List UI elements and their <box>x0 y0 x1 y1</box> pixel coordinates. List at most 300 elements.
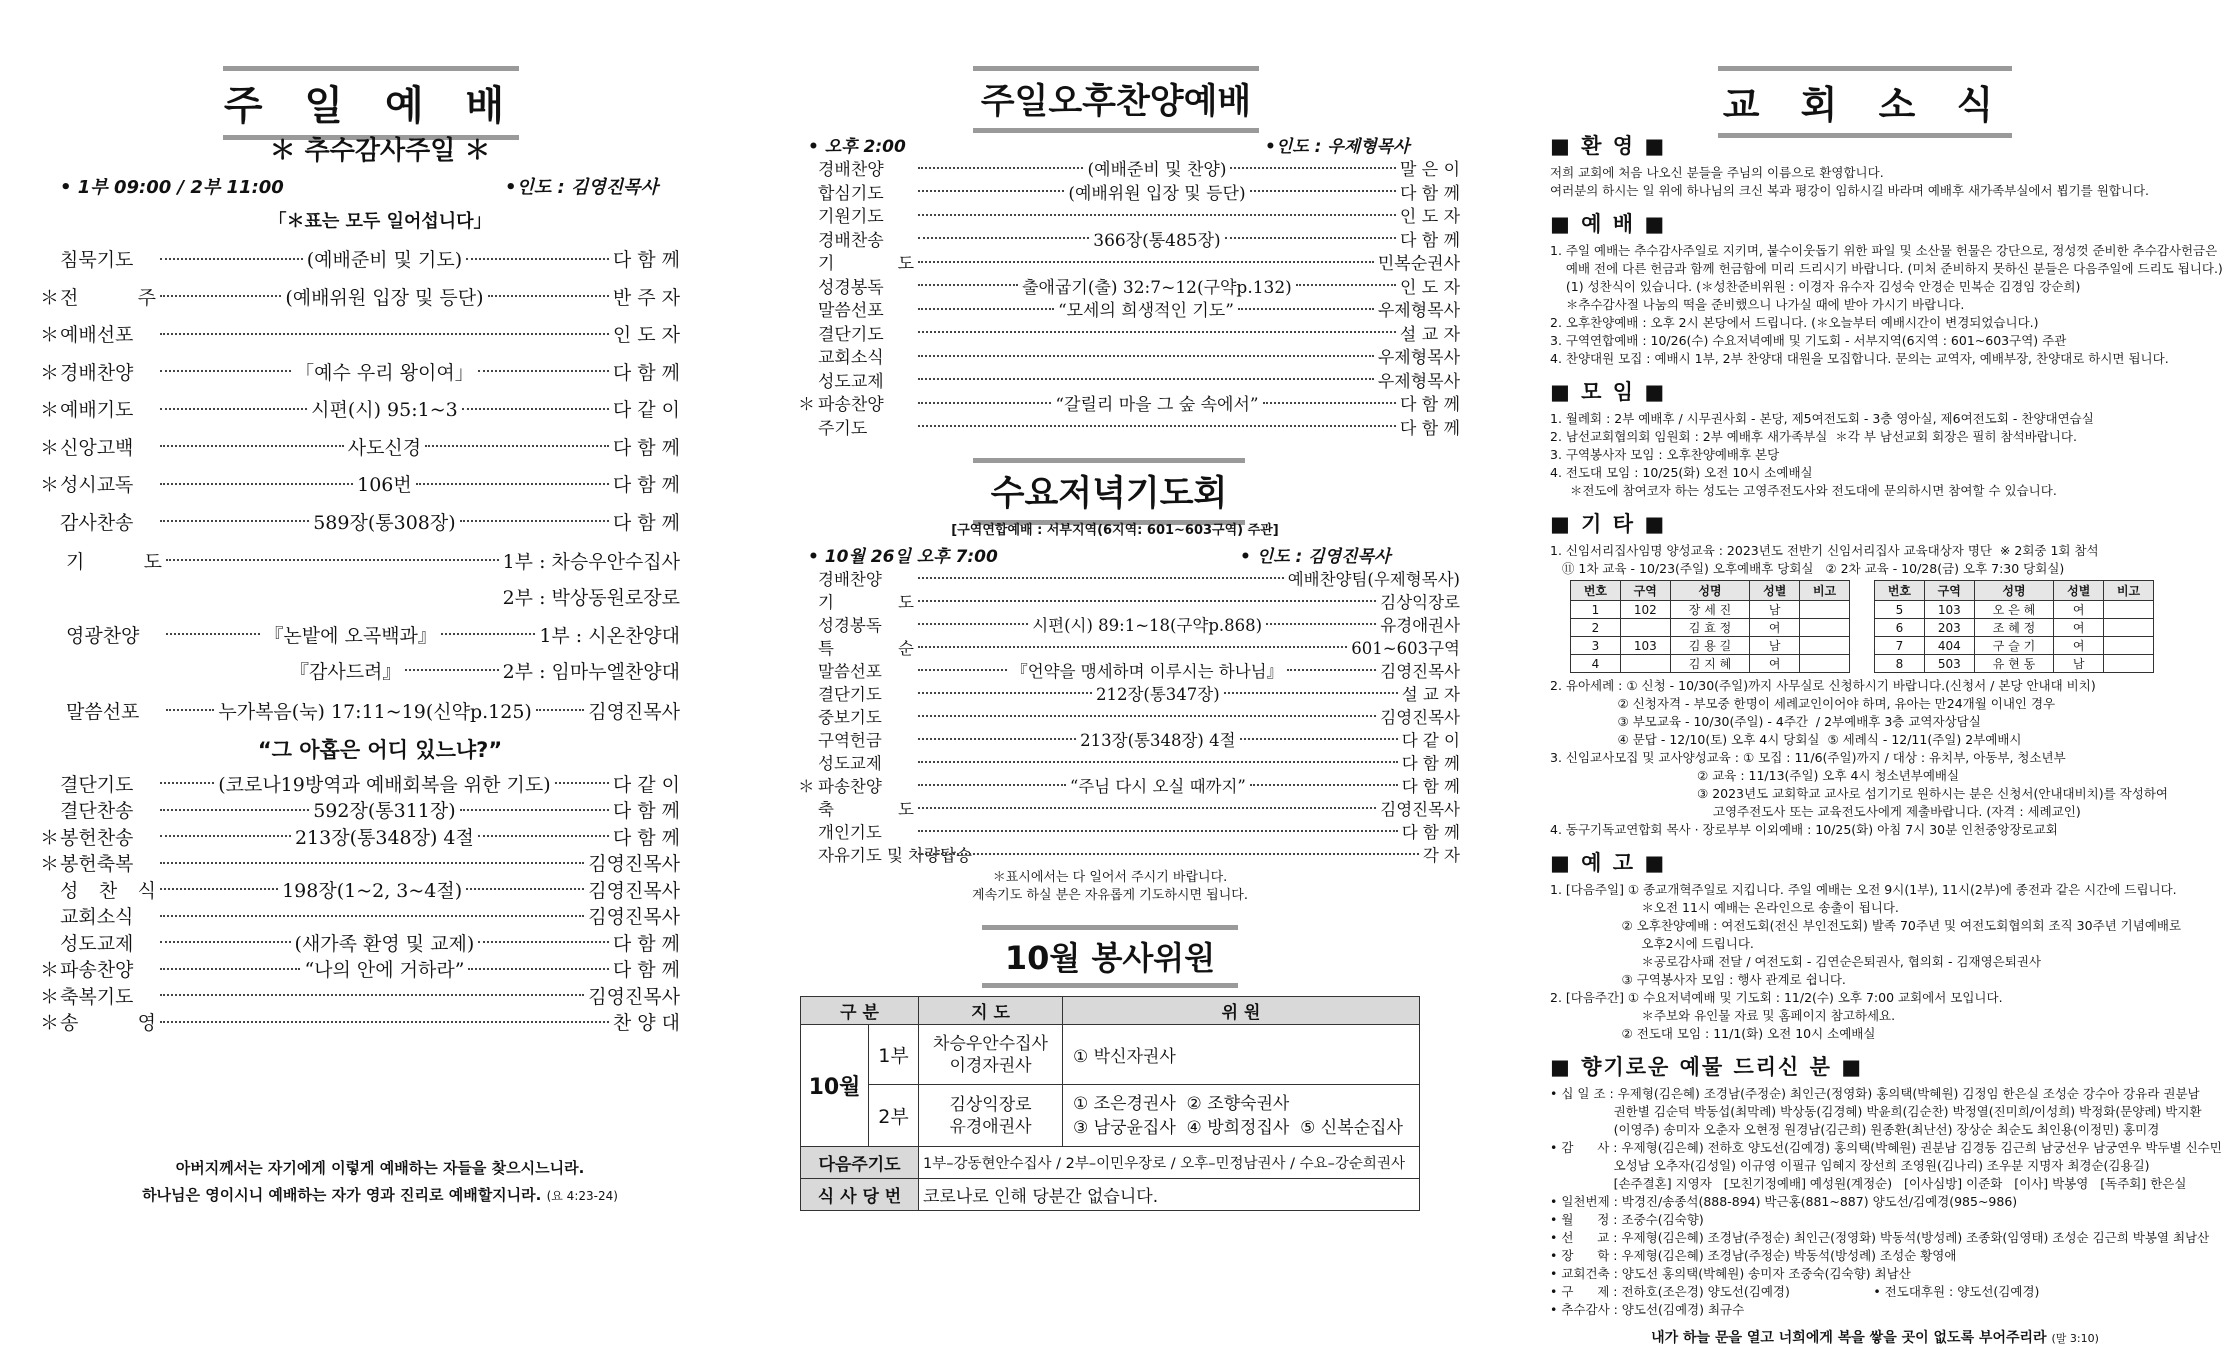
offering-line: [손주결혼] 지영자 [모친기정예배] 예성원(계정순) [이사심방] 이준화 [이사] 박봉영 [독주회] 한은실 <box>1550 1176 2187 1191</box>
order-item-detail: 『언약을 맹세하며 이루시는 하나님』 <box>1011 661 1284 681</box>
order-row <box>40 1009 680 1036</box>
worship-line: 2. 오후찬양예배 : 오후 2시 본당에서 드립니다. (＊오늘부터 예배시간이 변경되었습니다.) <box>1550 315 2039 330</box>
order-item-detail: 366장(통485장) <box>1093 230 1221 251</box>
trainee-row <box>1571 637 1850 655</box>
order-item-name: 성도교제 <box>818 753 882 773</box>
order-item-person: 각 자 <box>1422 845 1460 865</box>
etc-heading: ■ 기 타 ■ <box>1550 512 1667 536</box>
worship-line: 4. 찬양대원 모집 : 예배시 1부, 2부 찬양대 대원을 모집합니다. 문의는 교역자, 예배부장, 찬양대로 하시면 됩니다. <box>1550 351 2169 366</box>
trainee-header-cell: 성별 <box>2054 581 2104 601</box>
order-item-person: 다 같 이 <box>612 773 680 796</box>
order-item-name: 결단기도 <box>818 684 882 704</box>
offering-line: 권한별 김순덕 박동섭(최막례) 박상동(김경혜) 박윤희(김순찬) 박정열(진미희/이성희) 박정화(문양례) 박지환 <box>1550 1104 2202 1119</box>
vt-p1-members: ① 박신자권사 <box>1063 1025 1420 1085</box>
stand-mark: ＊ <box>40 324 60 347</box>
notice-line: ② 오후찬양예배 : 여전도회(전신 부인전도회) 발족 70주년 및 여전도회협의회 조직 30주년 기념예배로 <box>1550 918 2182 933</box>
order-item-name: 개인기도 <box>818 822 882 842</box>
order-item-name: 교회소식 <box>60 906 134 929</box>
order-row <box>798 612 1460 635</box>
notice-line: ＊주보와 유인물 자료 및 홈페이지 참고하세요. <box>1550 1008 1896 1023</box>
worship-line: 1. 주일 예배는 추수감사주일로 지키며, 붙수이웃돕기 위한 파일 및 소산물 헌물은 강단으로, 정성껏 준비한 추수감사헌금은 <box>1550 243 2218 258</box>
order-item-name: 파송찬양 <box>818 776 882 796</box>
order-item-person: 다 함 께 <box>1399 395 1461 416</box>
notice-heading: ■ 예 고 ■ <box>1550 851 1667 875</box>
meeting-line: 1. 월례회 : 2부 예배후 / 시무권사회 - 본당, 제5여전도회 - 3층 영아실, 제6여전도회 - 찬양대연습실 <box>1550 411 2094 426</box>
trainee-row <box>1875 619 2154 637</box>
order-row <box>40 956 680 983</box>
order-item-person: 우제형목사 <box>1377 301 1460 322</box>
praise-choir-1: 1부 : 시온찬양대 <box>539 624 681 647</box>
verse-ref: (요 4:23-24) <box>546 1189 618 1203</box>
order-item-name: 자유기도 및 차량탑승 <box>818 845 972 865</box>
order-row <box>798 635 1460 658</box>
afternoon-time: • 오후 2:00 <box>808 137 906 157</box>
offering-line: • 장 학 : 우제형(김은혜) 조경남(주정순) 박동석(방성례) 조성순 황영애 <box>1550 1248 1957 1263</box>
stand-mark: ＊ <box>40 1012 60 1035</box>
order-item-name: 성도교제 <box>818 371 884 392</box>
welcome-line: 여러분의 하시는 일 위에 하나님의 크신 복과 평강이 임하시길 바라며 예배후 새가족부실에서 뵙기를 원합니다. <box>1550 183 2150 198</box>
order-item-person: 우제형목사 <box>1377 371 1460 392</box>
verse-2: 하나님은 영이시니 예배하는 자가 영과 진리로 예배할지니라. <box>142 1186 542 1204</box>
stand-mark: ＊ <box>40 286 60 309</box>
order-item-person: 다 함 께 <box>1399 418 1460 439</box>
news-column <box>1525 0 2223 1346</box>
order-item-name: 주기도 <box>818 418 868 439</box>
trainee-cell: 8 <box>1875 655 1925 673</box>
order-item-name: 예배선포 <box>60 324 134 347</box>
order-item-person: 김상익장로 <box>1380 592 1460 612</box>
order-item-detail: 213장(통348장) 4절 <box>1080 730 1236 750</box>
trainee-cell: 6 <box>1875 619 1925 637</box>
vt-header-members: 위 원 <box>1063 997 1420 1025</box>
trainee-cell: 조 혜 정 <box>1974 619 2054 637</box>
order-item-person: 인 도 자 <box>1399 207 1460 228</box>
order-row <box>798 589 1460 612</box>
order-item-name: 성경봉독 <box>818 277 884 298</box>
order-item-name: 교회소식 <box>818 348 884 369</box>
order-row <box>798 321 1460 345</box>
order-item-name: 전 주 <box>60 286 156 309</box>
notice-line: 2. [다음주간] ① 수요저녁예배 및 기도회 : 11/2(수) 오후 7:00 교회에서 모입니다. <box>1550 990 2003 1005</box>
order-item-name: 결단기도 <box>60 773 134 796</box>
order-item-name: 성시교독 <box>60 474 134 497</box>
trainee-header-cell: 비고 <box>1800 581 1850 601</box>
sermon-row <box>40 692 680 728</box>
sunday-time: • 1부 09:00 / 2부 11:00 <box>60 177 284 198</box>
trainee-cell: 오 은 혜 <box>1974 601 2054 619</box>
order-item-person: 유경애권사 <box>1380 615 1461 635</box>
vt-p2-members-2: ③ 남궁윤집사 ④ 방희정집사 ⑤ 신복순집사 <box>1073 1117 1403 1138</box>
order-item-name: 기 도 <box>818 592 914 612</box>
closing-verse: 내가 하늘 문을 열고 너희에게 복을 쌓을 곳이 없도록 부어주리라 <box>1651 1330 2047 1346</box>
trainee-cell: 5 <box>1875 601 1925 619</box>
order-item-detail: (예배위원 입장 및 등단) <box>1068 183 1246 204</box>
order-row <box>40 465 680 503</box>
order-item-person: 김영진목사 <box>588 906 680 929</box>
order-item-person: 다 함 께 <box>1401 822 1460 842</box>
stand-mark: ＊ <box>40 361 60 384</box>
offering-line: • 교회건축 : 양도선 홍의택(박혜원) 송미자 조중숙(김숙향) 최남산 <box>1550 1266 1911 1281</box>
order-item-person: 다 함 께 <box>612 826 680 849</box>
prayer-2: 2부 : 박상동원로장로 <box>502 586 680 609</box>
order-item-name: 합심기도 <box>818 183 884 204</box>
trainee-cell: 남 <box>1750 637 1800 655</box>
order-item-name: 성 찬 식 <box>60 879 156 902</box>
order-item-detail: 592장(통311장) <box>313 800 456 823</box>
order-item-person: 김영진목사 <box>588 853 680 876</box>
order-row <box>798 727 1460 750</box>
trainee-table-right <box>1874 580 2154 673</box>
trainee-cell: 김 효 정 <box>1670 619 1750 637</box>
offering-line: • 일천번제 : 박경진/송종석(888-894) 박근홍(881~887) 양도선/김예경(985~986) <box>1550 1194 2018 1209</box>
vt-next-label: 다음주기도 <box>801 1147 919 1179</box>
stand-mark: ＊ <box>40 474 60 497</box>
trainee-cell: 남 <box>1750 601 1800 619</box>
order-row <box>798 566 1460 589</box>
welcome-line: 저희 교회에 처음 나오신 분들을 주님의 이름으로 환영합니다. <box>1550 165 1884 180</box>
order-item-detail: “갈릴리 마을 그 숲 속에서” <box>1055 395 1259 416</box>
etc-line: 1. 신임서리집사임명 양성교육 : 2023년도 전반기 신임서리집사 교육대상자 명단 ※ 2회중 1회 참석 <box>1550 543 2099 558</box>
order-item-detail: (새가족 환영 및 교제) <box>294 932 475 955</box>
meeting-line: 2. 남선교회협의회 임원회 : 2부 예배후 새가족부실 ＊각 부 남선교회 회장은 필히 참석바랍니다. <box>1550 429 2077 444</box>
order-item-name: 결단기도 <box>818 324 884 345</box>
order-row <box>798 773 1460 796</box>
order-item-person: 다 함 께 <box>1401 753 1460 773</box>
offering-heading: ■ 향기로운 예물 드리신 분 ■ <box>1550 1055 1864 1079</box>
trainee-cell: 장 세 진 <box>1670 601 1750 619</box>
order-item-person: 김영진목사 <box>1380 799 1460 819</box>
order-item-name: 성경봉독 <box>818 615 882 635</box>
vt-p2-members-1: ① 조은경권사 ② 조향숙권사 <box>1073 1093 1290 1114</box>
closing-ref: (말 3:10) <box>2051 1332 2099 1345</box>
etc-line: ③ 부모교육 - 10/30(주일) - 4주간 / 2부예배후 3층 교역자상담실 <box>1550 714 1981 729</box>
trainee-header-cell: 구역 <box>1924 581 1974 601</box>
trainee-cell <box>1800 637 1850 655</box>
news-title: 교 회 소 식 <box>1718 66 2012 138</box>
order-row <box>40 876 680 903</box>
order-item-person: 다 함 께 <box>612 932 680 955</box>
trainee-cell <box>1800 619 1850 637</box>
order-item-name: 송 영 <box>60 1012 156 1035</box>
trainee-cell: 404 <box>1924 637 1974 655</box>
vt-p1-lead-2: 이경자권사 <box>949 1055 1032 1076</box>
trainee-header-cell: 번호 <box>1875 581 1925 601</box>
etc-line: ③ 2023년도 교회학교 교사로 섬기기로 원하시는 분은 신청서(안내대비치)를 작성하여 <box>1550 786 2168 801</box>
meeting-line: 4. 전도대 모임 : 10/25(화) 오전 10시 소예배실 <box>1550 465 1813 480</box>
trainee-cell <box>1620 655 1670 673</box>
vt-part-2: 2부 <box>869 1085 919 1147</box>
order-row <box>798 297 1460 321</box>
trainee-cell: 여 <box>2054 637 2104 655</box>
order-item-person: 다 함 께 <box>612 800 681 823</box>
order-row <box>40 797 680 824</box>
etc-line: 2. 유아세례 : ① 신청 - 10/30(주일)까지 사무실로 신청하시기 바랍니다.(신청서 / 본당 안내대 비치) <box>1550 678 2096 693</box>
notice-text <box>1550 881 2200 1043</box>
order-item-name: 축복기도 <box>60 985 134 1008</box>
trainee-cell <box>2104 619 2154 637</box>
notice-line: ＊오전 11시 예배는 온라인으로 송출이 됩니다. <box>1550 900 1899 915</box>
order-row <box>798 274 1460 298</box>
verse-1: 아버지께서는 자기에게 이렇게 예배하는 자들을 찾으시느니라. <box>175 1159 585 1177</box>
order-item-name: 경배찬양 <box>60 361 134 384</box>
order-item-name: 구역헌금 <box>818 730 882 750</box>
order-row <box>798 819 1460 842</box>
order-row <box>40 278 680 316</box>
order-item-name: 신앙고백 <box>60 436 134 459</box>
order-item-person: 다 함 께 <box>612 361 680 384</box>
order-item-name: 기 도 <box>818 254 914 275</box>
order-item-person: 인 도 자 <box>612 324 680 347</box>
etc-line: ⑪ 1차 교육 - 10/23(주일) 오후예배후 당회실 ② 2차 교육 - 10/28(금) 오후 7:30 당회실) <box>1550 561 2065 576</box>
trainee-cell <box>2104 637 2154 655</box>
trainee-header-cell: 비고 <box>2104 581 2154 601</box>
praise-song-1: 『논밭에 오곡백과』 <box>264 624 437 647</box>
order-row <box>40 428 680 466</box>
worship-line: (1) 성찬식이 있습니다. (＊성찬준비위원 : 이경자 유수자 김성숙 안경순 민복순 김경임 강순희) <box>1550 279 2081 294</box>
order-row <box>40 353 680 391</box>
order-row <box>798 750 1460 773</box>
order-item-detail: (예배위원 입장 및 등단) <box>285 286 484 309</box>
trainee-header-cell: 성명 <box>1974 581 2054 601</box>
order-item-person: 다 함 께 <box>1399 183 1461 204</box>
order-item-detail: (예배준비 및 기도) <box>306 249 463 272</box>
closing-verse-line <box>1550 1327 2200 1347</box>
etc-text-top <box>1550 542 2200 578</box>
order-item-detail: 213장(통348장) 4절 <box>294 826 474 849</box>
order-row <box>798 391 1460 415</box>
order-item-person: 다 같 이 <box>1401 730 1460 750</box>
order-item-person: 김영진목사 <box>588 985 680 1008</box>
offering-line: • 십 일 조 : 우제형(김은혜) 조경남(주정순) 최인근(정영화) 홍의택(박혜원) 김정임 한은실 조성순 강수아 강유라 권분남 <box>1550 1086 2200 1101</box>
order-row <box>40 903 680 930</box>
meeting-line: ＊전도에 참여코자 하는 성도는 고영주전도사와 전도대에 문의하시면 참여할 수 있습니다. <box>1550 483 2057 498</box>
order-item-detail: (코로나19방역과 예배회복을 위한 기도) <box>218 773 551 796</box>
trainee-cell: 4 <box>1571 655 1621 673</box>
vt-part-1: 1부 <box>869 1025 919 1085</box>
order-item-name: 결단찬송 <box>60 800 134 823</box>
order-row <box>798 704 1460 727</box>
order-row <box>40 240 680 278</box>
volunteers-table <box>800 996 1420 1211</box>
order-item-person: 찬 양 대 <box>612 1012 680 1035</box>
afternoon-title: 주일오후찬양예배 <box>973 66 1259 133</box>
trainee-row <box>1875 637 2154 655</box>
trainee-cell: 유 현 동 <box>1974 655 2054 673</box>
order-item-person: 말 은 이 <box>1399 160 1461 181</box>
order-item-detail: “나의 안에 거하라” <box>304 959 465 982</box>
order-item-person: 다 같 이 <box>612 399 681 422</box>
stand-mark: ＊ <box>40 853 60 876</box>
sermon-preacher: 김영진목사 <box>588 700 680 723</box>
sermon-title: “그 아홉은 어디 있느냐?” <box>257 738 503 762</box>
sunday-order-list <box>40 240 680 540</box>
order-item-name: 경배찬송 <box>818 230 884 251</box>
center-column <box>760 0 1460 1240</box>
order-row <box>798 344 1460 368</box>
trainee-cell: 김 용 길 <box>1670 637 1750 655</box>
vt-p2-lead-2: 유경애권사 <box>949 1116 1032 1137</box>
etc-line: ② 교육 : 11/13(주일) 오후 4시 청소년부예배실 <box>1550 768 1960 783</box>
notice-line: ＊공로감사패 전달 / 여전도회 - 김연순은퇴권사, 협의회 - 김재영은퇴권사 <box>1550 954 2041 969</box>
offering-text <box>1550 1085 2222 1319</box>
trainee-cell: 2 <box>1571 619 1621 637</box>
worship-line: 3. 구역연합예배 : 10/26(수) 수요저녁예배 및 기도회 - 서부지역(6지역 : 601~603구역) 주관 <box>1550 333 2067 348</box>
wednesday-title: 수요저녁기도회 <box>973 458 1245 525</box>
order-item-name: 예배기도 <box>60 399 134 422</box>
praise-choir-2: 2부 : 임마누엘찬양대 <box>502 660 680 683</box>
vt-p1-lead-1: 차승우안수집사 <box>933 1033 1048 1054</box>
etc-line: 3. 신임교사모집 및 교사양성교육 : ① 모집 : 11/6(주일)까지 / 대상 : 유치부, 아동부, 청소년부 <box>1550 750 2066 765</box>
order-item-person: 인 도 자 <box>1399 277 1461 298</box>
verse-2-line <box>60 1184 700 1205</box>
trainee-cell: 구 슬 기 <box>1974 637 2054 655</box>
vt-p2-lead-1: 김상익장로 <box>949 1094 1032 1115</box>
notice-line: 오후2시에 드립니다. <box>1550 936 1754 951</box>
order-row <box>40 929 680 956</box>
order-row <box>40 850 680 877</box>
order-item-detail: (예배준비 및 찬양) <box>1087 160 1227 181</box>
order-row <box>40 770 680 797</box>
order-row <box>40 503 680 541</box>
order-item-person: 다 함 께 <box>612 436 681 459</box>
order-item-person: 다 함 께 <box>612 959 681 982</box>
offering-line: (이영주) 송미자 오춘자 오현정 원경남(김근희) 원종환(최난선) 장상순 최순도 최인용(이정민) 홍미경 <box>1550 1122 2160 1137</box>
vt-meal-value: 코로나로 인해 당분간 없습니다. <box>919 1179 1420 1211</box>
meeting-text <box>1550 410 2200 500</box>
trainee-cell: 여 <box>2054 601 2104 619</box>
order-item-name: 중보기도 <box>818 707 882 727</box>
trainee-header-cell: 성별 <box>1750 581 1800 601</box>
praise-song-2: 『감사드려』 <box>290 660 402 683</box>
order-item-name: 성도교제 <box>60 932 134 955</box>
meeting-heading: ■ 모 임 ■ <box>1550 380 1667 404</box>
vt-next-value: 1부–강동현안수집사 / 2부–이민우장로 / 오후–민정남권사 / 수요–강순희권사 <box>919 1147 1420 1179</box>
order-item-detail: “주님 다시 오실 때까지” <box>1069 776 1246 796</box>
order-item-name: 말씀선포 <box>818 661 882 681</box>
trainee-row <box>1571 601 1850 619</box>
trainee-cell <box>2104 655 2154 673</box>
trainee-cell: 여 <box>1750 655 1800 673</box>
welcome-text <box>1550 164 2200 200</box>
order-item-name: 특 순 <box>818 638 914 658</box>
trainee-cell: 103 <box>1924 601 1974 619</box>
order-item-person: 다 함 께 <box>612 474 680 497</box>
stand-mark: ＊ <box>40 985 60 1008</box>
trainee-tables <box>1570 580 2200 673</box>
offering-line: • 월 정 : 조중수(김숙향) <box>1550 1212 1704 1227</box>
vt-meal-label: 식 사 당 번 <box>801 1179 919 1211</box>
trainee-header-cell: 번호 <box>1571 581 1621 601</box>
order-row <box>798 681 1460 704</box>
vt-header-category: 구 분 <box>801 997 919 1025</box>
order-row <box>798 796 1460 819</box>
volunteers-title: 10월 봉사위원 <box>982 925 1238 988</box>
order-item-person: 반 주 자 <box>612 286 681 309</box>
wednesday-time: • 10월 26일 오후 7:00 <box>808 547 998 567</box>
order-row <box>798 842 1460 865</box>
order-row <box>40 982 680 1009</box>
order-item-detail: 「예수 우리 왕이여」 <box>295 361 474 384</box>
meeting-line: 3. 구역봉사자 모임 : 오후찬양예배후 본당 <box>1550 447 1780 462</box>
order-item-name: 감사찬송 <box>60 511 134 534</box>
trainee-header-cell: 구역 <box>1620 581 1670 601</box>
stand-mark: ＊ <box>40 399 60 422</box>
praise-label: 영광찬양 <box>66 624 140 647</box>
trainee-cell <box>2104 601 2154 619</box>
order-item-name: 파송찬양 <box>60 959 134 982</box>
order-row <box>40 823 680 850</box>
order-item-person: 다 함 께 <box>1401 776 1460 796</box>
order-row <box>798 658 1460 681</box>
stand-mark: ＊ <box>40 959 60 982</box>
order-row <box>798 203 1460 227</box>
order-item-detail: 출애굽기(출) 32:7~12(구약p.132) <box>1022 277 1292 298</box>
order-item-person: 설 교 자 <box>1399 324 1460 345</box>
trainee-cell: 여 <box>2054 619 2104 637</box>
standing-note: 「＊표는 모두 일어섭니다」 <box>268 211 492 232</box>
etc-line: 고영주전도사 또는 교육전도사에게 제출바랍니다. (자격 : 세례교인) <box>1550 804 2081 819</box>
trainee-cell: 7 <box>1875 637 1925 655</box>
wednesday-note-1: ＊표시에서는 다 일어서 주시기 바랍니다. <box>992 870 1228 885</box>
welcome-heading: ■ 환 영 ■ <box>1550 134 1667 158</box>
order-row <box>798 250 1460 274</box>
order-item-name: 침묵기도 <box>60 249 134 272</box>
order-item-detail: 106번 <box>357 474 412 497</box>
order-item-detail: 198장(1~2, 3~4절) <box>282 879 463 902</box>
prayer-row <box>40 542 680 614</box>
trainee-cell: 남 <box>2054 655 2104 673</box>
trainee-cell: 102 <box>1620 601 1670 619</box>
etc-line: ② 신청자격 - 부모중 한명이 세례교인이어야 하며, 유아는 만24개월 이내인 경우 <box>1550 696 2056 711</box>
sunday-theme: ＊ 추수감사주일 ＊ <box>269 136 491 166</box>
order-item-person: 김영진목사 <box>1380 707 1460 727</box>
order-item-person: 김영진목사 <box>588 879 681 902</box>
praise-row <box>40 616 680 688</box>
wednesday-subtitle: [구역연합예배 : 서부지역(6지역: 601~603구역) 주관] <box>951 523 1279 538</box>
trainee-cell: 여 <box>1750 619 1800 637</box>
offering-line: • 추수감사 : 양도선(김예경) 최규수 <box>1550 1302 1745 1317</box>
trainee-row <box>1875 601 2154 619</box>
afternoon-leader: •인도 : 우제형목사 <box>1265 137 1410 157</box>
offering-line: • 선 교 : 우제형(김은혜) 조경남(주정순) 최인근(정영화) 박동석(방성례) 조종화(임영태) 조성순 김근희 박봉열 최남산 <box>1550 1230 2210 1245</box>
worship-heading: ■ 예 배 ■ <box>1550 212 1667 236</box>
etc-line: ④ 문답 - 12/10(토) 오후 4시 당회실 ⑤ 세례식 - 12/11(주일) 2부예배시 <box>1550 732 2022 747</box>
notice-line: ③ 구역봉사자 모임 : 행사 관계로 쉽니다. <box>1550 972 1846 987</box>
order-row <box>798 415 1460 439</box>
order-item-person: 설 교 자 <box>1401 684 1460 704</box>
order-row <box>40 390 680 428</box>
order-item-person: 다 함 께 <box>612 511 681 534</box>
order-item-detail: 시편(시) 89:1~18(구약p.868) <box>1032 615 1263 635</box>
afternoon-order-list <box>798 156 1460 438</box>
trainee-cell <box>1800 655 1850 673</box>
sermon-label: 말씀선포 <box>66 700 140 723</box>
order-row <box>798 227 1460 251</box>
stand-mark: ＊ <box>40 826 60 849</box>
order-item-name: 기원기도 <box>818 207 884 228</box>
sunday-worship-column <box>0 0 760 1240</box>
order-item-detail: 사도신경 <box>347 436 422 459</box>
trainee-cell: 김 지 혜 <box>1670 655 1750 673</box>
order-item-person: 601~603구역 <box>1351 638 1460 658</box>
offering-line: 오성남 오추자(김성일) 이규영 이필규 임혜지 장선희 조영원(김나리) 조우분 지명자 최경순(김용길) <box>1550 1158 2150 1173</box>
trainee-row <box>1571 655 1850 673</box>
trainee-cell: 503 <box>1924 655 1974 673</box>
prayer-label: 기 도 <box>66 550 162 573</box>
stand-mark: ＊ <box>40 436 60 459</box>
etc-line: 4. 동구기독교연합회 목사 · 장로부부 이외예배 : 10/25(화) 아침 7시 30분 인천중앙장로교회 <box>1550 822 2058 837</box>
wednesday-leader: • 인도 : 김영진목사 <box>1240 547 1391 567</box>
